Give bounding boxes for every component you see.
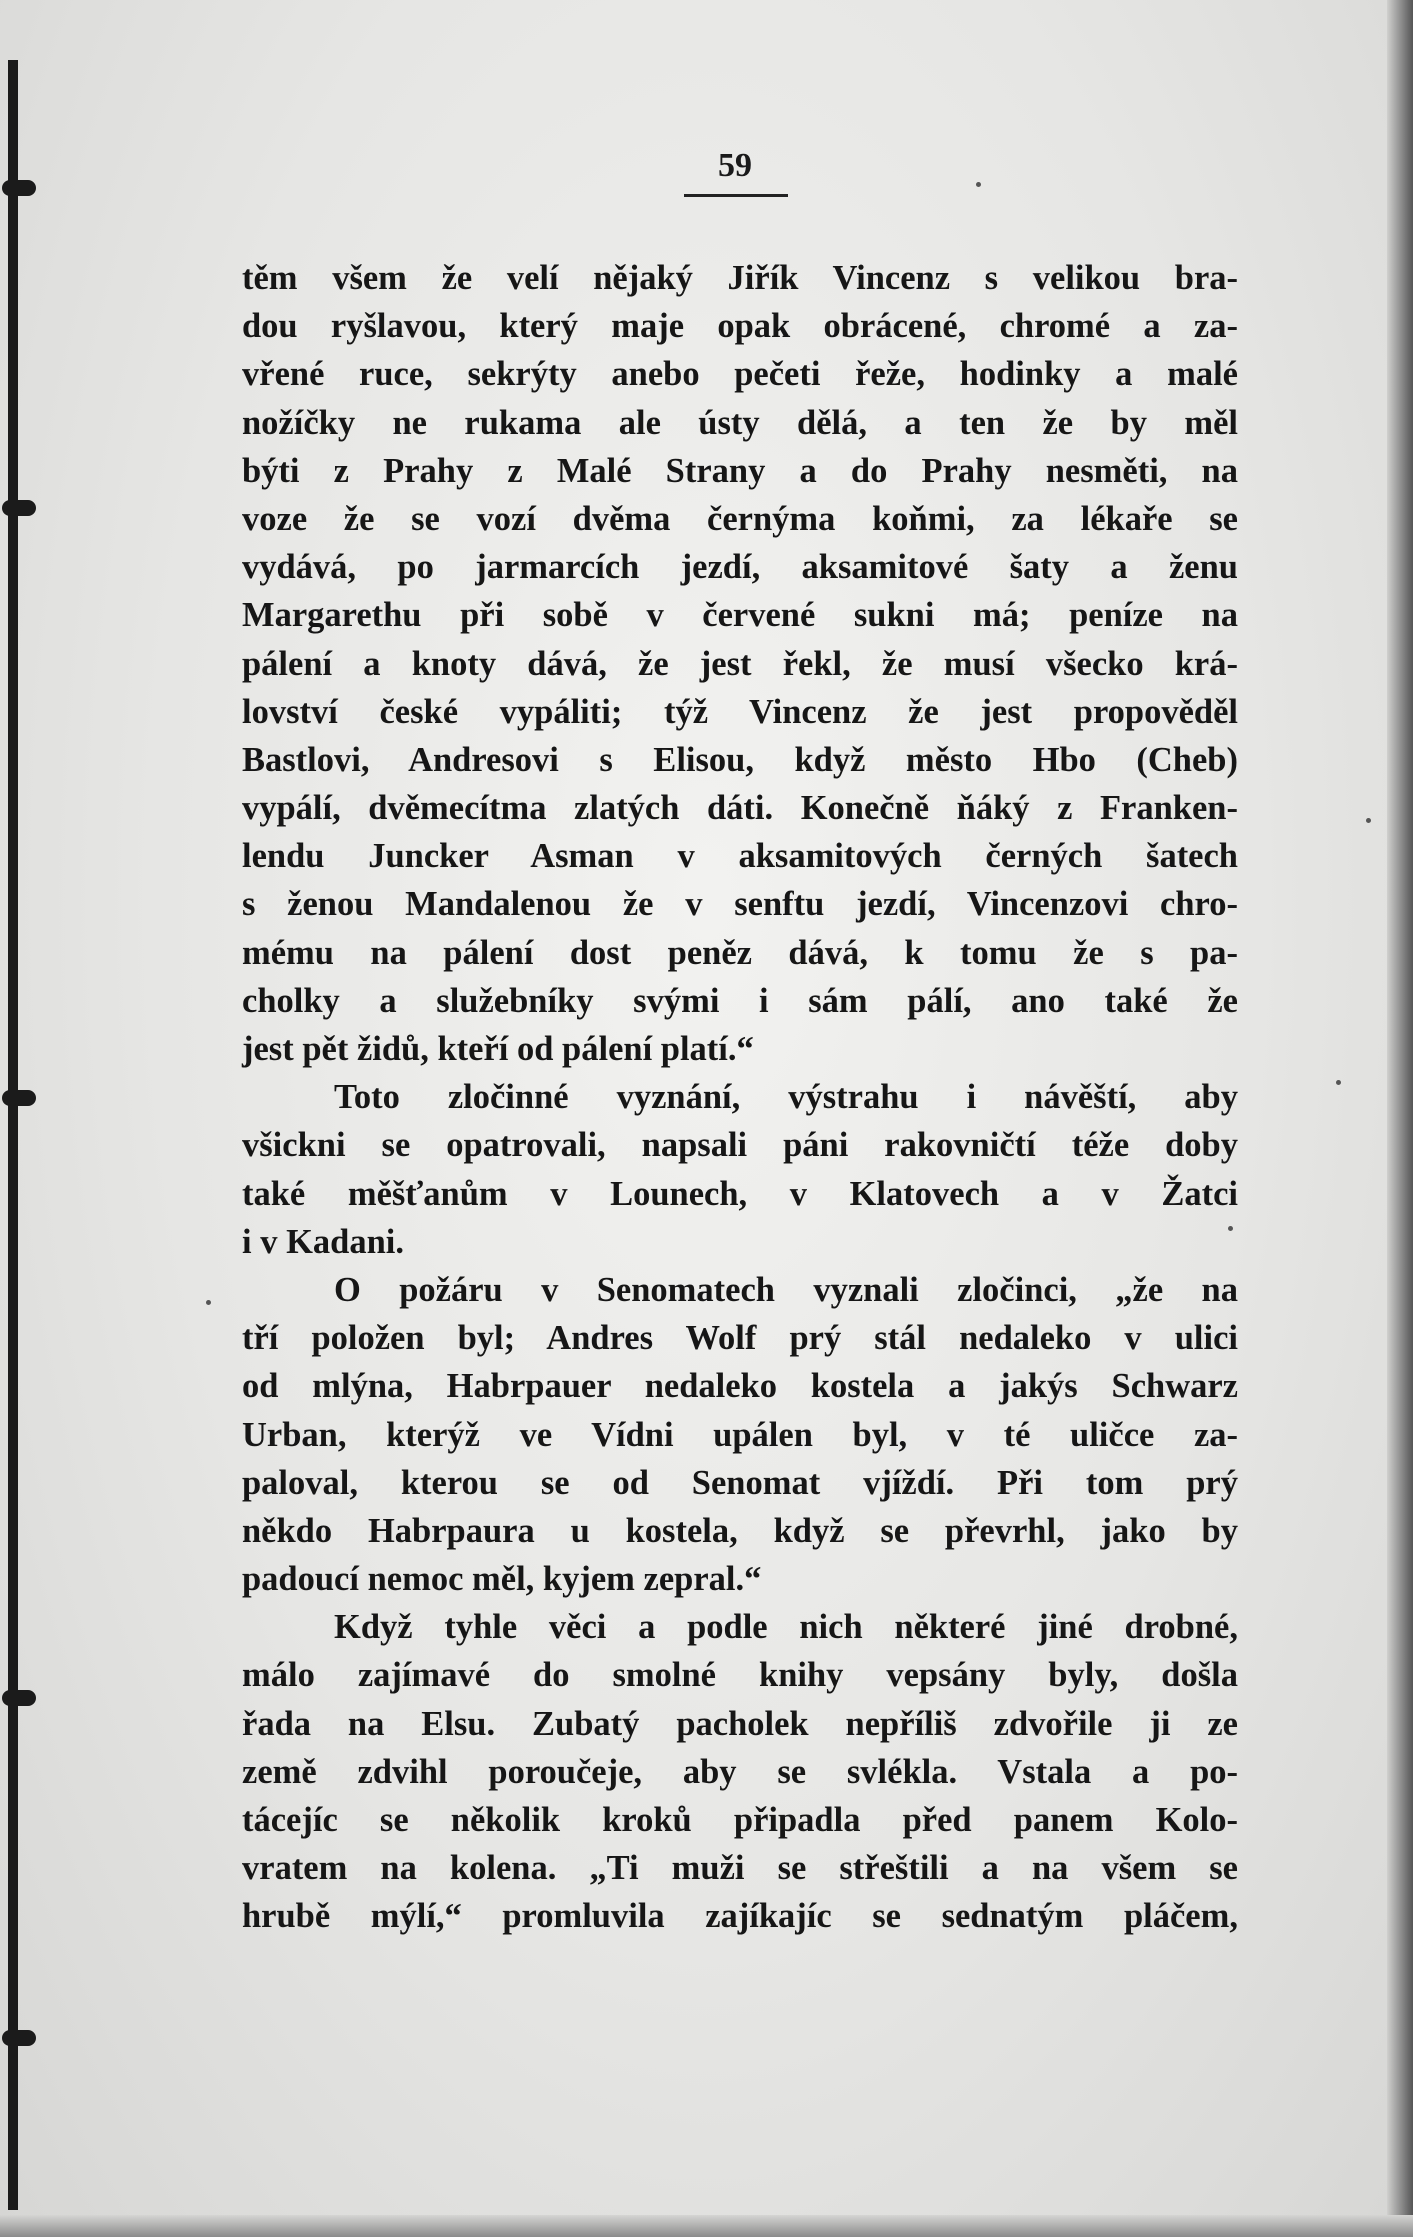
binding-clip-mark xyxy=(2,180,36,196)
text-line: dou ryšlavou, který maje opak obrácené, chromé a za- xyxy=(242,307,1238,346)
binding-clip-mark xyxy=(2,500,36,516)
text-line: paloval, kterou se od Senomat vjíždí. Při tom prý xyxy=(242,1463,1238,1502)
text-line: s ženou Mandalenou že v senftu jezdí, Vincenzovi chro- xyxy=(242,885,1238,924)
text-line: nožíčky ne rukama ale ústy dělá, a ten že by měl xyxy=(242,403,1238,442)
text-line: voze že se vozí dvěma černýma koňmi, za lékaře se xyxy=(242,499,1238,538)
paper-speck xyxy=(976,182,981,187)
text-line: hrubě mýlí,“ promluvila zajíkajíc se sednatým pláčem, xyxy=(242,1897,1238,1936)
binding-clip-mark xyxy=(2,1090,36,1106)
text-line: tácejíc se několik kroků připadla před panem Kolo- xyxy=(242,1801,1238,1839)
text-line: Urban, kterýž ve Vídni upálen byl, v té uličce za- xyxy=(242,1415,1238,1454)
binding-clip-mark xyxy=(2,1690,36,1706)
text-line: všickni se opatrovali, napsali páni rakovničtí téže doby xyxy=(242,1126,1238,1165)
page-edge-shadow-bottom xyxy=(0,2215,1413,2237)
body-text xyxy=(242,254,1238,1941)
text-line: vratem na kolena. „Ti muži se střeštili a na všem se xyxy=(242,1849,1238,1888)
text-line: pálení a knoty dává, že jest řekl, že musí všecko krá- xyxy=(242,644,1238,683)
text-line: vypálí, dvěmecítma zlatých dáti. Konečně ňáký z Franken- xyxy=(242,789,1238,828)
text-line: vřené ruce, sekrýty anebo pečeti řeže, hodinky a malé xyxy=(242,355,1238,394)
page-edge-shadow-right xyxy=(1387,0,1413,2237)
paper-speck xyxy=(206,1300,211,1305)
text-line: málo zajímavé do smolné knihy vepsány byly, došla xyxy=(242,1656,1238,1695)
page-number-underline xyxy=(684,194,788,197)
text-line: cholky a služebníky svými i sám pálí, ano také že xyxy=(242,981,1238,1020)
text-line: také měšťanům v Lounech, v Klatovech a v Žatci xyxy=(242,1174,1238,1213)
page-number: 59 xyxy=(718,147,752,184)
text-line: padoucí nemoc měl, kyjem zepral.“ xyxy=(242,1560,762,1599)
book-binding-strip xyxy=(8,60,18,2210)
paper-speck xyxy=(1366,818,1371,823)
text-line: býti z Prahy z Malé Strany a do Prahy nesměti, na xyxy=(242,451,1238,490)
text-line: Když tyhle věci a podle nich některé jiné drobné, xyxy=(334,1608,1238,1647)
text-line: těm všem že velí nějaký Jiřík Vincenz s velikou bra- xyxy=(242,259,1238,297)
text-line: tří položen byl; Andres Wolf prý stál nedaleko v ulici xyxy=(242,1319,1238,1358)
text-line: řada na Elsu. Zubatý pacholek nepříliš zdvořile ji ze xyxy=(242,1704,1238,1743)
text-line: Bastlovi, Andresovi s Elisou, když město Hbo (Cheb) xyxy=(242,740,1238,779)
text-line: mému na pálení dost peněz dává, k tomu že s pa- xyxy=(242,933,1238,972)
text-line: i v Kadani. xyxy=(242,1222,405,1261)
text-line: země zdvihl poroučeje, aby se svlékla. Vstala a po- xyxy=(242,1752,1238,1791)
binding-clip-mark xyxy=(2,2030,36,2046)
paper-speck xyxy=(1336,1080,1341,1085)
text-line: Margarethu při sobě v červené sukni má; peníze na xyxy=(242,596,1238,635)
text-line: Toto zločinné vyznání, výstrahu i návěští, aby xyxy=(334,1078,1238,1117)
text-line: lendu Juncker Asman v aksamitových černých šatech xyxy=(242,837,1238,876)
text-line: vydává, po jarmarcích jezdí, aksamitové šaty a ženu xyxy=(242,548,1238,587)
text-line: někdo Habrpaura u kostela, když se převrhl, jako by xyxy=(242,1511,1238,1550)
text-line: O požáru v Senomatech vyznali zločinci, „že na xyxy=(334,1270,1238,1309)
text-line: od mlýna, Habrpauer nedaleko kostela a jakýs Schwarz xyxy=(242,1367,1238,1406)
text-line: jest pět židů, kteří od pálení platí.“ xyxy=(242,1030,754,1068)
text-line: lovství české vypáliti; týž Vincenz že jest propověděl xyxy=(242,692,1238,731)
